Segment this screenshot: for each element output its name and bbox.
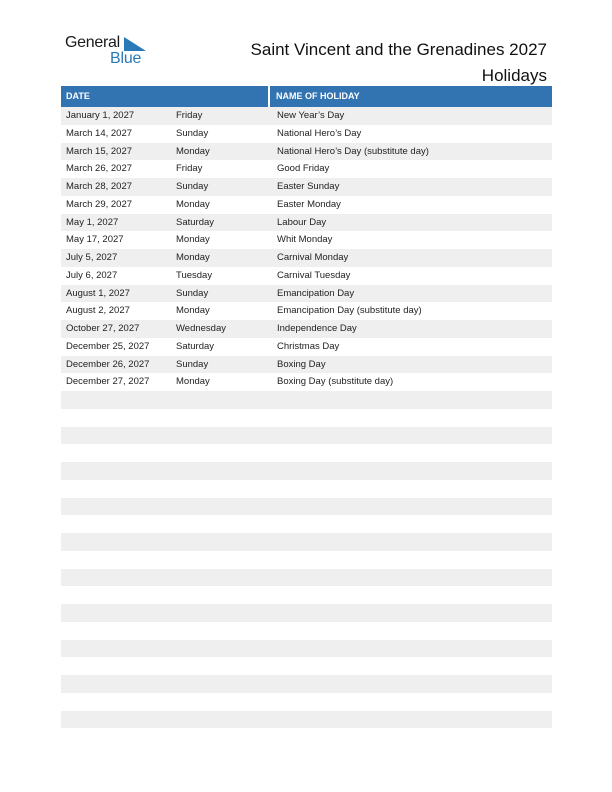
row-holiday-name: Christmas Day bbox=[277, 340, 340, 352]
row-weekday: Monday bbox=[176, 234, 210, 246]
table-row bbox=[61, 107, 552, 125]
table-row bbox=[61, 196, 552, 214]
table-row bbox=[61, 302, 552, 320]
table-row bbox=[61, 249, 552, 267]
table-row bbox=[61, 391, 552, 409]
row-holiday-name: Good Friday bbox=[277, 163, 330, 175]
table-row bbox=[61, 178, 552, 196]
table-body bbox=[61, 107, 552, 746]
table-row bbox=[61, 462, 552, 480]
row-weekday: Monday bbox=[176, 305, 210, 317]
table-row bbox=[61, 444, 552, 462]
table-row bbox=[61, 373, 552, 391]
row-date: March 28, 2027 bbox=[66, 181, 133, 192]
row-weekday: Sunday bbox=[176, 358, 209, 370]
table-row bbox=[61, 515, 552, 533]
row-date: December 27, 2027 bbox=[66, 376, 150, 388]
row-date: August 2, 2027 bbox=[66, 305, 130, 317]
row-holiday-name: Whit Monday bbox=[277, 234, 333, 246]
row-holiday-name: Carnival Tuesday bbox=[277, 269, 351, 281]
row-date: March 15, 2027 bbox=[66, 145, 133, 157]
table-row bbox=[61, 498, 552, 516]
row-weekday: Sunday bbox=[176, 181, 209, 192]
logo-word-general: General bbox=[65, 34, 120, 51]
table-row bbox=[61, 267, 552, 285]
table-row bbox=[61, 586, 552, 604]
row-date: July 6, 2027 bbox=[66, 269, 118, 281]
row-weekday: Friday bbox=[176, 110, 203, 121]
table-row bbox=[61, 231, 552, 249]
table-row bbox=[61, 711, 552, 729]
row-holiday-name: Carnival Monday bbox=[277, 252, 349, 263]
row-holiday-name: National Hero’s Day bbox=[277, 127, 362, 139]
row-holiday-name: New Year’s Day bbox=[277, 110, 345, 121]
row-date: July 5, 2027 bbox=[66, 252, 118, 263]
row-holiday-name: Labour Day bbox=[277, 216, 327, 228]
row-weekday: Tuesday bbox=[176, 269, 213, 281]
row-holiday-name: Emancipation Day bbox=[277, 287, 355, 299]
row-date: May 1, 2027 bbox=[66, 216, 119, 228]
header-holiday-name: NAME OF HOLIDAY bbox=[276, 91, 360, 101]
table-row bbox=[61, 657, 552, 675]
holiday-table bbox=[61, 86, 552, 746]
table-row bbox=[61, 160, 552, 178]
logo-triangle-icon bbox=[124, 37, 146, 51]
table-row bbox=[61, 480, 552, 498]
table-row bbox=[61, 143, 552, 161]
table-row bbox=[61, 409, 552, 427]
header-date: DATE bbox=[61, 86, 270, 107]
table-header bbox=[61, 86, 552, 107]
row-date: May 17, 2027 bbox=[66, 234, 124, 246]
row-weekday: Monday bbox=[176, 252, 210, 263]
row-holiday-name: Emancipation Day (substitute day) bbox=[277, 305, 422, 317]
row-date: October 27, 2027 bbox=[66, 323, 140, 334]
generalblue-logo bbox=[65, 34, 155, 70]
title-line-2: Holidays bbox=[481, 66, 547, 85]
row-weekday: Wednesday bbox=[176, 323, 226, 334]
row-weekday: Monday bbox=[176, 145, 210, 157]
row-weekday: Saturday bbox=[176, 216, 215, 228]
row-holiday-name: Easter Sunday bbox=[277, 181, 340, 192]
row-weekday: Saturday bbox=[176, 340, 215, 352]
table-row bbox=[61, 728, 552, 746]
table-row bbox=[61, 693, 552, 711]
row-holiday-name: Independence Day bbox=[277, 323, 357, 334]
row-holiday-name: Boxing Day bbox=[277, 358, 326, 370]
table-row bbox=[61, 640, 552, 658]
table-row bbox=[61, 533, 552, 551]
table-row bbox=[61, 569, 552, 587]
table-row bbox=[61, 356, 552, 374]
row-date: March 26, 2027 bbox=[66, 163, 133, 175]
table-row bbox=[61, 675, 552, 693]
table-row bbox=[61, 604, 552, 622]
table-row bbox=[61, 320, 552, 338]
title-line-1: Saint Vincent and the Grenadines 2027 bbox=[250, 40, 547, 59]
row-holiday-name: National Hero’s Day (substitute day) bbox=[277, 145, 429, 157]
row-weekday: Monday bbox=[176, 376, 210, 388]
row-holiday-name: Easter Monday bbox=[277, 198, 341, 210]
table-row bbox=[61, 427, 552, 445]
row-date: December 26, 2027 bbox=[66, 358, 150, 370]
row-date: January 1, 2027 bbox=[66, 110, 135, 121]
row-date: March 29, 2027 bbox=[66, 198, 133, 210]
row-date: December 25, 2027 bbox=[66, 340, 150, 352]
table-row bbox=[61, 622, 552, 640]
logo-word-blue: Blue bbox=[110, 50, 142, 67]
table-row bbox=[61, 214, 552, 232]
row-weekday: Friday bbox=[176, 163, 203, 175]
table-row bbox=[61, 285, 552, 303]
table-row bbox=[61, 125, 552, 143]
row-weekday: Sunday bbox=[176, 127, 209, 139]
table-row bbox=[61, 338, 552, 356]
row-date: August 1, 2027 bbox=[66, 287, 130, 299]
row-date: March 14, 2027 bbox=[66, 127, 133, 139]
table-row bbox=[61, 551, 552, 569]
row-weekday: Monday bbox=[176, 198, 210, 210]
page-title bbox=[251, 37, 547, 89]
row-weekday: Sunday bbox=[176, 287, 209, 299]
row-holiday-name: Boxing Day (substitute day) bbox=[277, 376, 394, 388]
